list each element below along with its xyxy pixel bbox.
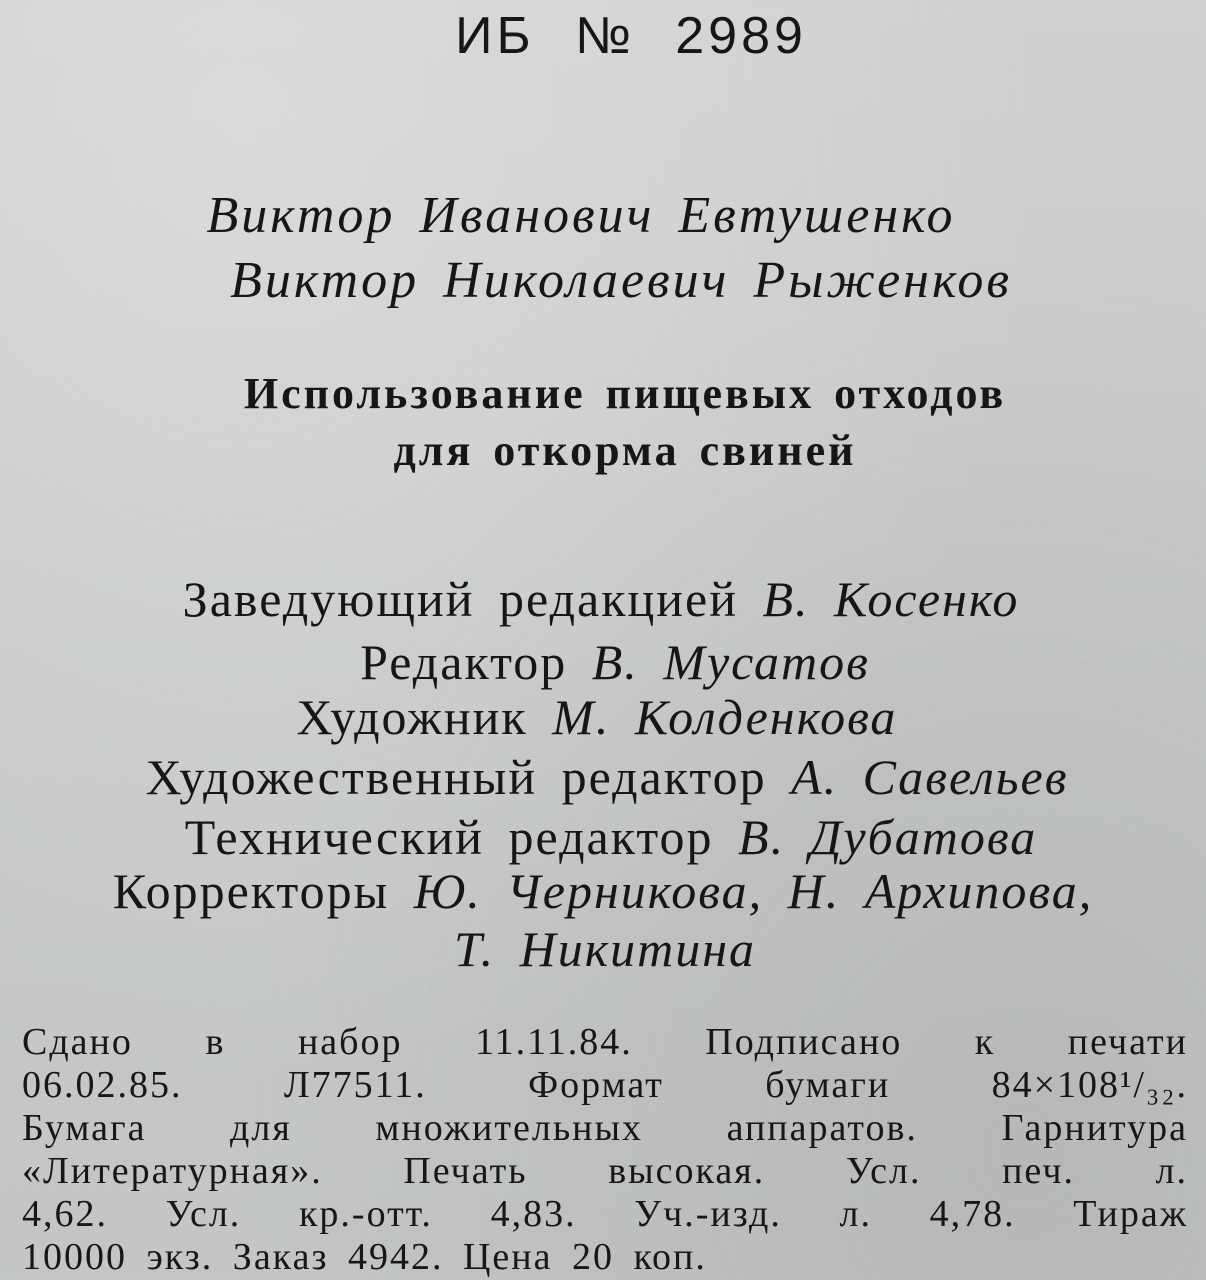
credit-name: В. Косенко — [762, 571, 1020, 627]
book-title-line-1: Использование пищевых отходов — [243, 369, 1007, 418]
credit-technical-editor — [8, 808, 1206, 866]
credit-head-of-editorial — [0, 570, 1204, 628]
credit-role: Корректоры — [112, 863, 390, 919]
author-2: Виктор Николаевич Рыженков — [230, 252, 1012, 309]
credit-role: Художник — [296, 689, 528, 745]
credit-role: Редактор — [360, 634, 568, 690]
imprint-line-2: 06.02.85. Л77511. Формат бумаги 84×108¹/₃₂. — [22, 1064, 1188, 1106]
credit-proofreaders — [0, 862, 1206, 920]
credit-name: В. Мусатов — [591, 634, 870, 690]
imprint-line-1: Сдано в набор 11.11.84. Подписано к печати — [22, 1021, 1188, 1063]
imprint-line-3: Бумага для множительных аппаратов. Гарнитура — [22, 1107, 1188, 1149]
credit-role: Технический редактор — [184, 809, 714, 865]
credit-artist — [0, 688, 1200, 746]
credit-name: В. Дубатова — [738, 809, 1038, 865]
credit-name: М. Колденкова — [552, 689, 898, 745]
credit-name: Ю. Черникова, Н. Архипова, — [413, 863, 1094, 919]
credit-editor — [12, 633, 1206, 691]
credit-proofreaders-continued — [2, 920, 1206, 978]
credit-art-editor — [4, 748, 1206, 806]
credit-name: А. Савельев — [791, 749, 1069, 805]
ib-number: ИБ № 2989 — [455, 7, 807, 65]
credit-role: Художественный редактор — [145, 749, 767, 805]
credit-name: Т. Никитина — [453, 921, 757, 977]
credit-role: Заведующий редакцией — [182, 571, 738, 627]
author-1: Виктор Иванович Евтушенко — [206, 187, 956, 244]
imprint-line-5: 4,62. Усл. кр.-отт. 4,83. Уч.-изд. л. 4,78. Тираж — [22, 1193, 1188, 1235]
imprint-line-4: «Литературная». Печать высокая. Усл. печ. л. — [22, 1150, 1188, 1192]
imprint-line-6: 10000 экз. Заказ 4942. Цена 20 коп. — [22, 1236, 707, 1278]
book-title-line-2: для откорма свиней — [393, 426, 857, 475]
